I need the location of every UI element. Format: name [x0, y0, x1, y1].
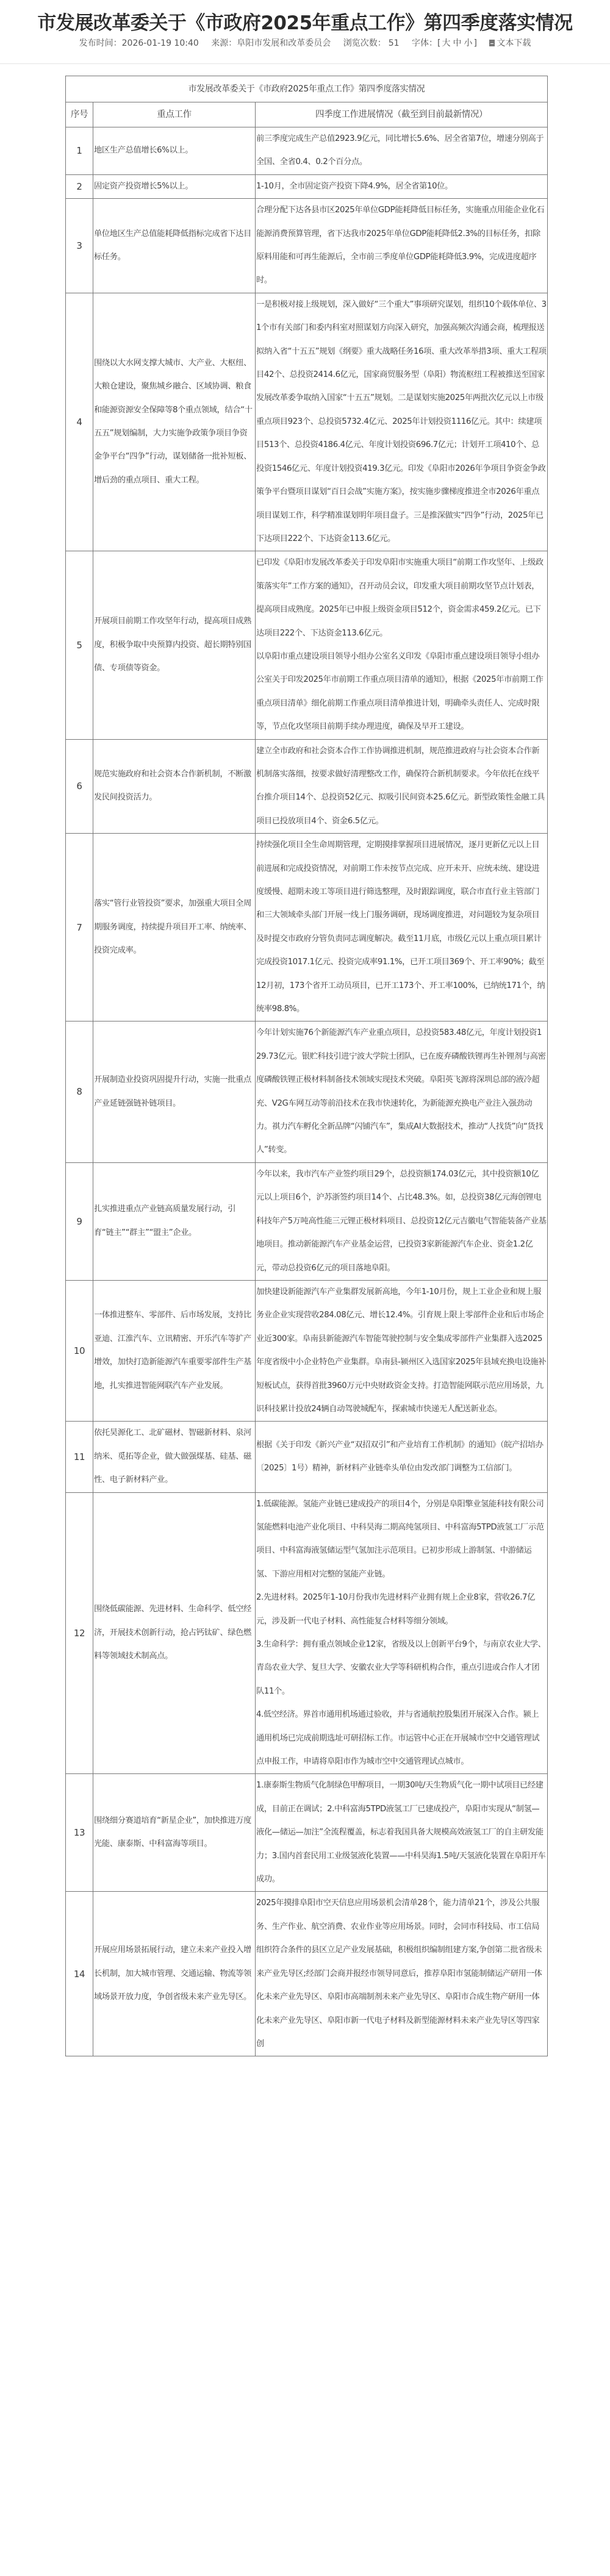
progress-paragraph: 2025年摸排阜阳市空天信息应用场景机会清单28个，能力清单21个，涉及公共服务、生产作业、航空消费、农业作业等应用场景。同时，会同市科技局、市工信局组织符合条件的县区立足产业发展基础，积极组织编制组建方案,争创第二批省级未来产业先导区;经部门会商并报经市领导同意后，推荐阜阳市氢能制储运产研用一体化未来产业先导区、阜阳市高端制剂未来产业先导区、阜阳市合成生物产研用一体化未来产业先导区、阜阳市新一代电子材料及新型能源材料未来产业先导区等四家创: [256, 1898, 542, 2048]
row-progress: [256, 1021, 548, 1162]
progress-paragraph: 1-10月，全市固定资产投资下降4.9%，居全省第10位。: [256, 181, 453, 191]
row-number: 9: [66, 1162, 93, 1280]
progress-paragraph: 今年计划实施76个新能源汽车产业重点项目，总投资583.48亿元，年度计划投资129.73亿元。银贮科技引进宁波大学院士团队，已在废弃磷酸铁锂再生补锂剂与高密度磷酸铁锂正极材料制备技术领域实现技术突破。阜阳英飞源将深圳总部的液冷超充、V2G车网互动等前沿技术在我市快速转化，为新能源充换电产业注入强劲动力。祺力汽车孵化全新品牌“闪铺汽车”，集成AI大数据技术，推动“人找货”向“货找人”转变。: [256, 1028, 546, 1155]
table-row: [66, 551, 548, 739]
row-progress: [256, 551, 548, 739]
row-task: 单位地区生产总值能耗降低指标完成省下达目标任务。: [93, 199, 256, 293]
table-header-row: [66, 102, 548, 127]
view-count-value: 51: [388, 38, 400, 48]
row-progress: [256, 1280, 548, 1421]
row-task: 围绕以大水网支撑大城市、大产业、大枢纽、大粮仓建设，聚焦城乡融合、区域协调、粮食和能源资源安全保障等8个重点领域，结合“十五五”规划编制，大力实施争政策争项目争资金争平台“四争”行动，谋划储备一批补短板、增后劲的重点项目、重大工程。: [93, 293, 256, 551]
table-row: [66, 1892, 548, 2056]
row-progress: [256, 174, 548, 198]
view-count-label: 浏览次数：: [343, 38, 386, 48]
table-row: [66, 1774, 548, 1892]
view-count: [343, 38, 400, 48]
table-caption: 市发展改革委关于《市政府2025年重点工作》第四季度落实情况: [66, 76, 548, 102]
progress-table-container: [65, 76, 547, 2056]
progress-paragraph: 建立全市政府和社会资本合作工作协调推进机制，规范推进政府与社会资本合作新机制落实落细，按要求做好清理整改工作，确保符合新机制要求。今年依托在线平台推介项目14个、总投资52亿元、拟吸引民间资本25.6亿元。新型政策性金融工具项目已投放项目4个、资金6.5亿元。: [256, 746, 545, 826]
row-progress: [256, 834, 548, 1021]
text-download-label: 文本下载: [497, 38, 531, 48]
row-task: 围绕细分赛道培育“新星企业”，加快推进万度光能、康泰斯、中科富海等项目。: [93, 1774, 256, 1892]
row-progress: [256, 1892, 548, 2056]
row-number: 5: [66, 551, 93, 739]
table-row: [66, 199, 548, 293]
progress-table: [65, 76, 548, 2056]
progress-paragraph: 已印发《阜阳市发展改革委关于印发阜阳市实施重大项目“前期工作攻坚年、上级政策落实年”工作方案的通知》，召开动员会议，印发重大项目前期攻坚节点计划表，提高项目成熟度。2025年已申报上级资金项目512个，资金需求459.2亿元。已下达项目222个、下达资金113.6亿元。: [256, 558, 544, 638]
font-size-close-bracket: ]: [473, 38, 477, 48]
page-title: 市发展改革委关于《市政府2025年重点工作》第四季度落实情况: [37, 12, 573, 34]
text-download-link[interactable]: [489, 38, 531, 48]
row-number: 8: [66, 1021, 93, 1162]
table-caption-row: [66, 76, 548, 102]
table-row: [66, 1280, 548, 1421]
row-progress: [256, 199, 548, 293]
table-row: [66, 1021, 548, 1162]
header-progress: 四季度工作进展情况（截至到目前最新情况）: [256, 102, 548, 127]
table-row: [66, 1422, 548, 1492]
row-task: 固定资产投资增长5%以上。: [93, 174, 256, 198]
row-task: 一体推进整车、零部件、后市场发展，支持比亚迪、江淮汽车、立讯精密、开乐汽车等扩产增效，加快打造新能源汽车重要零部件生产基地，扎实推进智能网联汽车产业发展。: [93, 1280, 256, 1421]
row-progress: [256, 1162, 548, 1280]
progress-paragraph: 4.低空经济。界首市通用机场通过验收，并与省通航控股集团开展深入合作。颍上通用机场已完成前期选址可研招标工作。市运管中心正在开展城市空中交通管理试点申报工作，申请将阜阳市作为城市空中交通管理试点城市。: [256, 1710, 540, 1767]
row-task: 开展项目前期工作攻坚年行动，提高项目成熟度，积极争取中央预算内投资、超长期特别国债、专项债等资金。: [93, 551, 256, 739]
table-row: [66, 739, 548, 834]
header-divider: [0, 63, 610, 64]
row-number: 12: [66, 1492, 93, 1774]
row-number: 11: [66, 1422, 93, 1492]
row-number: 13: [66, 1774, 93, 1892]
font-size-label: 字体：[: [411, 38, 441, 48]
row-progress: [256, 739, 548, 834]
font-size-switcher: [412, 38, 477, 48]
progress-paragraph: 合理分配下达各县市区2025年单位GDP能耗降低目标任务，实施重点用能企业化石能源消费预算管理，省下达我市2025年单位GDP能耗降低2.3%的目标任务，扣除原料用能和可再生能源后，全市前三季度单位GDP能耗降低3.9%，完成进度超序时。: [256, 206, 545, 285]
row-number: 7: [66, 834, 93, 1021]
row-task: 开展应用场景拓展行动，建立未来产业投入增长机制，加大城市管理、交通运输、物流等领域场景开放力度，争创省级未来产业先导区。: [93, 1892, 256, 2056]
row-progress: [256, 293, 548, 551]
progress-paragraph: 持续强化项目全生命周期管理，定期摸排掌握项目进展情况，逐月更新亿元以上目前进展和完成投资情况，对前期工作未按节点完成、应开未开、应统未统、建设进度缓慢、超期未竣工等项目进行筛选整理，及时跟踪调度，联合市直行业主管部门和三大领域牵头部门开展一线上门服务调研，现场调度推进，对问题较为复杂项目及时提交市政府分管负责同志调度解决。截至11月底，市级亿元以上重点项目累计完成投资1017.1亿元、投资完成率91.1%，已开工项目369个、开工率90%；截至12月初，173个省开工动员项目，已开工173个、开工率100%，已纳统171个，纳统率98.8%。: [256, 840, 545, 1014]
row-task: 围绕低碳能源、先进材料、生命科学、低空经济，开展技术创新行动，抢占钙钛矿、绿色燃料等领域技术制高点。: [93, 1492, 256, 1774]
row-number: 2: [66, 174, 93, 198]
row-task: 落实“管行业管投资”要求，加强重大项目全周期服务调度，持续提升项目开工率、纳统率、投资完成率。: [93, 834, 256, 1021]
font-size-small-link[interactable]: 小: [464, 38, 473, 48]
table-row: [66, 834, 548, 1021]
progress-paragraph: 3.生命科学：拥有重点领域企业12家，省级及以上创新平台9个，与南京农业大学、青岛农业大学、复旦大学、安徽农业大学等科研机构合作，重点引进或合作人才团队11个。: [256, 1640, 546, 1696]
progress-paragraph: 2.先进材料。2025年1-10月份我市先进材料产业拥有规上企业8家，营收26.7亿元，涉及新一代电子材料、高性能复合材料等细分领域。: [256, 1593, 535, 1626]
row-number: 4: [66, 293, 93, 551]
progress-paragraph: 今年以来，我市汽车产业签约项目29个，总投资额174.03亿元，其中投资额10亿元以上项目6个，沪苏浙签约项目14个、占比48.3%。如，总投资38亿元海创锂电科技年产5万吨高性能三元锂正极材料项目、总投资12亿元吉徽电气智能装备产业基地项目。推动新能源汽车产业基金运营，已投资3家新能源汽车企业、资金1.2亿元，带动总投资6亿元的项目落地阜阳。: [256, 1169, 547, 1273]
progress-paragraph: 前三季度完成生产总值2923.9亿元，同比增长5.6%、居全省第7位，增速分别高于全国、全省0.4、0.2个百分点。: [256, 134, 544, 167]
source: 来源：阜阳市发展和改革委员会: [211, 38, 331, 48]
row-number: 14: [66, 1892, 93, 2056]
row-number: 3: [66, 199, 93, 293]
table-row: [66, 127, 548, 175]
font-size-medium-link[interactable]: 中: [453, 38, 462, 48]
row-progress: [256, 127, 548, 175]
table-row: [66, 1492, 548, 1774]
row-task: 依托昊源化工、北矿磁材、智磁新材料、泉河纳米、觅拓等企业，做大做强煤基、硅基、磁性、电子新材料产业。: [93, 1422, 256, 1492]
font-size-large-link[interactable]: 大: [442, 38, 451, 48]
progress-paragraph: 根据《关于印发《新兴产业“双招双引”和产业培育工作机制》的通知》（皖产招培办〔2025〕1号）精神，新材料产业链牵头单位由发改部门调整为工信部门。: [256, 1440, 544, 1473]
header-no: 序号: [66, 102, 93, 127]
row-number: 1: [66, 127, 93, 175]
header-task: 重点工作: [93, 102, 256, 127]
row-task: 地区生产总值增长6%以上。: [93, 127, 256, 175]
row-task: 规范实施政府和社会资本合作新机制，不断激发民间投资活力。: [93, 739, 256, 834]
progress-paragraph: 加快建设新能源汽车产业集群发展新高地，今年1-10月份，规上工业企业和规上服务业企业实现营收284.08亿元、增长12.4%。引育规上限上零部件企业和后市场企业近300家。阜南县新能源汽车智能驾驶控制与安全集成零部件产业集群入选2025年度省级中小企业特色产业集群。阜南县-颍州区入选国家2025年县域充换电设施补短板试点，获得首批3960万元中央财政资金支持。打造智能网联示范应用场景，九识科技累计投放24辆自动驾驶城配车，探索城市快递无人配送新业态。: [256, 1287, 547, 1414]
document-icon: [489, 40, 495, 46]
table-row: [66, 293, 548, 551]
row-task: 开展制造业投资巩固提升行动，实施一批重点产业延链强链补链项目。: [93, 1021, 256, 1162]
row-progress: [256, 1774, 548, 1892]
article-meta: [0, 37, 610, 49]
progress-paragraph: 1.低碳能源。氢能产业链已建成投产的项目4个，分别是阜阳擎业氢能科技有限公司氢能燃料电池产业化项目、中科昊海二期高纯氢项目、中科富海5TPD液氢工厂示范项目、中科富海液氢储运型气氢加注示范项目。已初步形成上游制氢、中游储运氢、下游应用相对完整的氢能产业链。: [256, 1499, 544, 1579]
table-row: [66, 1162, 548, 1280]
progress-paragraph: 以阜阳市重点建设项目领导小组办公室名义印发《阜阳市重点建设项目领导小组办公室关于印发2025年市前期工作重点项目清单的通知》，根据《2025年市前期工作重点项目清单》细化前期工作重点项目清单推进计划，明确牵头责任人、完成时限等，节点化攻坚项目前期手续办理进度，确保及早开工建设。: [256, 651, 544, 732]
row-progress: [256, 1492, 548, 1774]
progress-paragraph: 一是积极对接上级规划，深入做好“三个重大”事项研究谋划，组织10个载体单位、31个市有关部门和委内科室对照谋划方向深入研究，加强高频次沟通会商，梳理报送拟纳入省“十五五”规划《纲要》重大战略任务16项、重大改革举措3项、重大工程项目42个、总投资2414.6亿元，国家商贸服务型（阜阳）物流枢纽工程被推送至国家发展改革委争取纳入国家“十五五”规划。二是谋划实施2025年两批次亿元以上市级重点项目923个、总投资5732.4亿元、2025年计划投资1116亿元。其中：续建项目513个、总投资4186.4亿元、年度计划投资696.7亿元；计划开工项410个、总投资1546亿元、年度计划投资419.3亿元。印发《阜阳市2026年争项目争资金争政策争平台暨项目谋划“百日会战”实施方案》，按实施步骤梯度推进全市2026年重点项目谋划工作，科学精准谋划明年项目盘子。三是推深做实“四争”行动，2025年已下达项目222个、下达资金113.6亿元。: [256, 299, 547, 543]
progress-paragraph: 1.康泰斯生物质气化制绿色甲醇项目，一期30吨/天生物质气化一期中试项目已经建成，目前正在调试；2.中科富海5TPD液氢工厂已建成投产，阜阳市实现从“制氢—液化—储运—加注”全流程覆盖，标志着我国具备大规模高效液氢工厂的自主研发能力；3.国内首套民用工业级氢液化装置——中科昊海1.5吨/天氢液化装置在阜阳开车成功。: [256, 1781, 546, 1884]
publish-time: 发布时间：2026-01-19 10:40: [79, 38, 199, 48]
row-number: 10: [66, 1280, 93, 1421]
table-row: [66, 174, 548, 198]
row-number: 6: [66, 739, 93, 834]
row-progress: [256, 1422, 548, 1492]
row-task: 扎实推进重点产业链高质量发展行动，引育“链主”“群主”“盟主”企业。: [93, 1162, 256, 1280]
